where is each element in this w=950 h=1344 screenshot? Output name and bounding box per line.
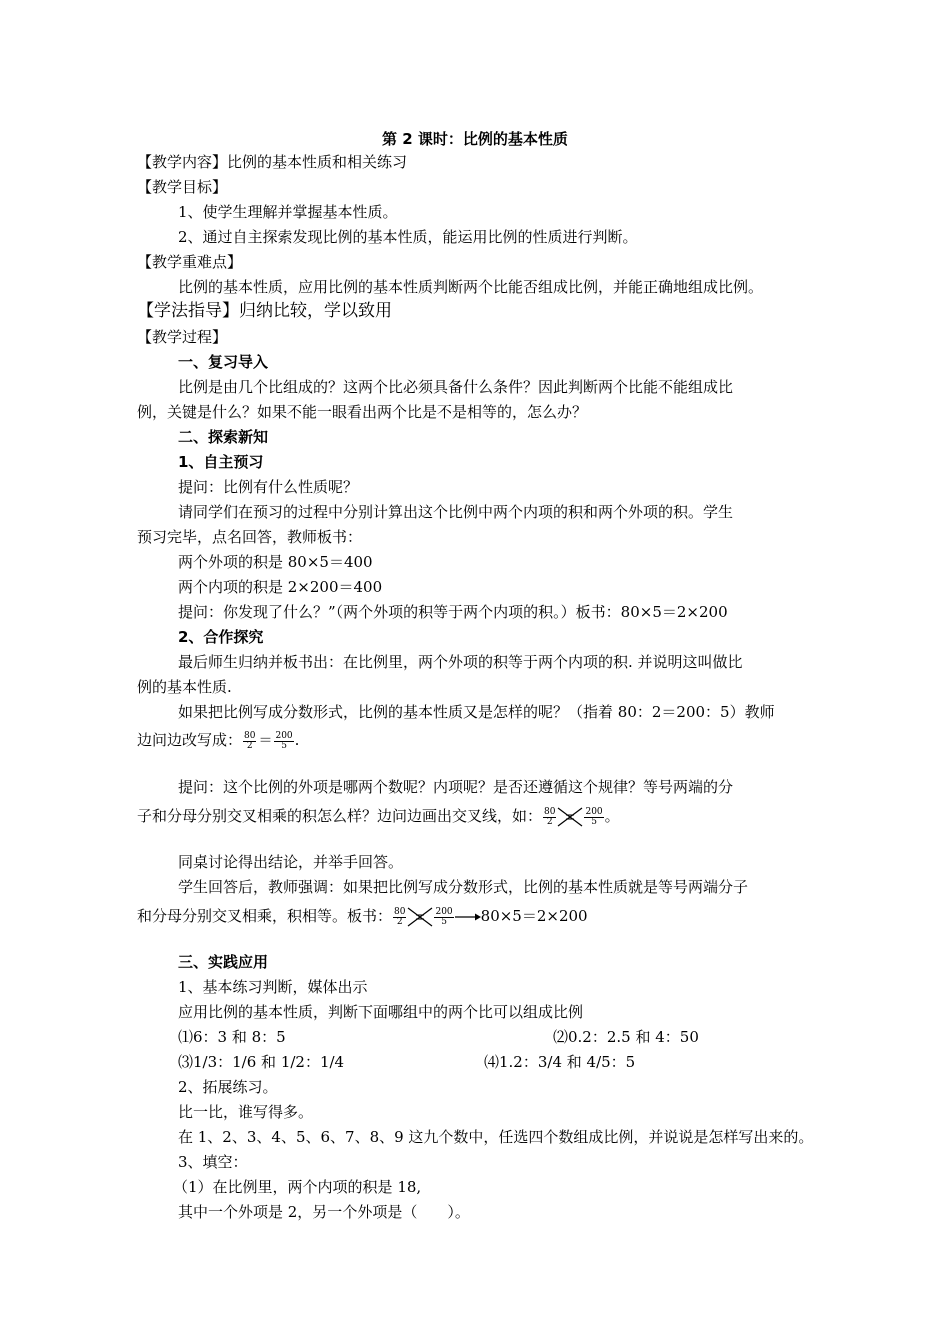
content-label: 【教学内容】 bbox=[137, 153, 228, 171]
exercise-3-item-1: （1）在比例里，两个内项的积是 18, bbox=[173, 1178, 422, 1196]
para-e: 同桌讨论得出结论，并举手回答。 bbox=[178, 853, 404, 871]
section-2-title: 二、探索新知 bbox=[178, 428, 269, 446]
para-d-text: 子和分母分别交叉相乘的积怎么样？边问边画出交叉线，如： bbox=[137, 807, 543, 825]
exercise-3-title: 3、填空： bbox=[178, 1153, 248, 1171]
method-line bbox=[137, 301, 392, 321]
section-2-1-title: 1、自主预习 bbox=[178, 453, 264, 471]
section-3-title: 三、实践应用 bbox=[178, 953, 269, 971]
fraction-80-2 bbox=[243, 732, 256, 751]
fraction-denominator: 2 bbox=[546, 816, 553, 827]
goal-1: 1、使学生理解并掌握基本性质。 bbox=[178, 203, 398, 221]
arrow-right-icon bbox=[455, 912, 481, 922]
fraction-denominator: 2 bbox=[396, 916, 403, 927]
exercise-2-title: 2、拓展练习。 bbox=[178, 1078, 278, 1096]
para-f-formula: 80×5＝2×200 bbox=[480, 907, 588, 925]
para-a-line-2: 预习完毕，点名回答，教师板书： bbox=[137, 528, 363, 546]
para-b-line-1: 最后师生归纳并板书出：在比例里，两个外项的积等于两个内项的积. 并说明这叫做比 bbox=[178, 653, 743, 671]
method-text: 归纳比较，学以致用 bbox=[239, 301, 392, 321]
inner-product: 两个内项的积是 2×200＝400 bbox=[178, 578, 383, 596]
content-line bbox=[137, 152, 407, 172]
goal-2: 2、通过自主探索发现比例的基本性质，能运用比例的性质进行判断。 bbox=[178, 228, 638, 246]
fraction-numerator: 80 bbox=[394, 906, 406, 917]
section-1-title: 一、复习导入 bbox=[178, 353, 269, 371]
para-d-end: 。 bbox=[604, 807, 620, 825]
section-1-para-line-1: 比例是由几个比组成的？这两个比必须具备什么条件？因此判断两个比能不能组成比 bbox=[178, 378, 734, 396]
section-1-para-line-2: 例，关键是什么？如果不能一眼看出两个比是不是相等的，怎么办？ bbox=[137, 403, 588, 421]
para-c-line-1: 如果把比例写成分数形式，比例的基本性质又是怎样的呢？（指着 80：2＝200：5）教师 bbox=[178, 703, 775, 721]
para-c-text: 边问边改写成： bbox=[137, 731, 243, 749]
fraction-denominator: 5 bbox=[591, 816, 597, 827]
fraction-numerator: 80 bbox=[244, 730, 256, 741]
para-d-line-1: 提问：这个比例的外项是哪两个数呢？内项呢？是否还遵循这个规律？等号两端的分 bbox=[178, 778, 734, 796]
goals-label: 【教学目标】 bbox=[137, 178, 228, 196]
para-a-line-1: 请同学们在预习的过程中分别计算出这个比例中两个内项的积和两个外项的积。学生 bbox=[178, 503, 734, 521]
fraction-80-2 bbox=[393, 908, 406, 927]
fraction-200-5 bbox=[584, 808, 603, 827]
content-text: 比例的基本性质和相关练习 bbox=[227, 153, 408, 171]
cross-multiply-icon bbox=[407, 906, 433, 928]
fraction-numerator: 80 bbox=[544, 806, 556, 817]
method-label: 【学法指导】 bbox=[137, 301, 239, 321]
para-c-end: . bbox=[294, 731, 300, 749]
para-f-line-1: 学生回答后，教师强调：如果把比例写成分数形式，比例的基本性质就是等号两端分子 bbox=[178, 878, 749, 896]
equals-sign: ＝ bbox=[258, 733, 273, 749]
key-text: 比例的基本性质，应用比例的基本性质判断两个比能否组成比例，并能正确地组成比例。 bbox=[178, 278, 764, 296]
fraction-80-2 bbox=[543, 808, 556, 827]
fraction-200-5 bbox=[434, 908, 453, 927]
exercise-1-item-3: ⑶1/3：1/6 和 1/2：1/4 bbox=[178, 1053, 345, 1071]
fraction-denominator: 5 bbox=[281, 740, 287, 751]
key-label: 【教学重难点】 bbox=[137, 253, 243, 271]
question-1: 提问：比例有什么性质呢？ bbox=[178, 478, 359, 496]
exercise-1-title: 1、基本练习判断，媒体出示 bbox=[178, 978, 368, 996]
outer-product: 两个外项的积是 80×5＝400 bbox=[178, 553, 373, 571]
para-c-line-2 bbox=[137, 730, 299, 751]
lesson-title: 第 2 课时：比例的基本性质 bbox=[382, 130, 568, 148]
fraction-numerator: 200 bbox=[585, 806, 603, 817]
fraction-numerator: 200 bbox=[275, 730, 293, 741]
fraction-numerator: 200 bbox=[435, 906, 453, 917]
para-f-text: 和分母分别交叉相乘，积相等。板书： bbox=[137, 907, 393, 925]
exercise-1-item-1: ⑴6：3 和 8：5 bbox=[178, 1028, 286, 1046]
process-label: 【教学过程】 bbox=[137, 328, 228, 346]
question-2: 提问：你发现了什么？”（两个外项的积等于两个内项的积。）板书：80×5＝2×200 bbox=[178, 603, 728, 621]
fraction-denominator: 2 bbox=[246, 740, 253, 751]
para-d-line-2 bbox=[137, 806, 620, 828]
exercise-2-item-1: 比一比，谁写得多。 bbox=[178, 1103, 314, 1121]
cross-multiply-icon bbox=[557, 806, 583, 828]
fraction-denominator: 5 bbox=[441, 916, 447, 927]
exercise-3-item-2: 其中一个外项是 2，另一个外项是（ ）。 bbox=[178, 1203, 470, 1221]
para-f-line-2 bbox=[137, 906, 588, 928]
fraction-200-5 bbox=[274, 732, 293, 751]
para-b-line-2: 例的基本性质. bbox=[137, 678, 232, 696]
exercise-1-item-2: ⑵0.2：2.5 和 4：50 bbox=[553, 1028, 699, 1046]
exercise-1-question: 应用比例的基本性质，判断下面哪组中的两个比可以组成比例 bbox=[178, 1003, 584, 1021]
section-2-2-title: 2、合作探究 bbox=[178, 628, 264, 646]
exercise-2-item-2: 在 1、2、3、4、5、6、7、8、9 这九个数中，任选四个数组成比例，并说说是怎样写出来的。 bbox=[178, 1128, 814, 1146]
exercise-1-item-4: ⑷1.2：3/4 和 4/5：5 bbox=[484, 1053, 636, 1071]
